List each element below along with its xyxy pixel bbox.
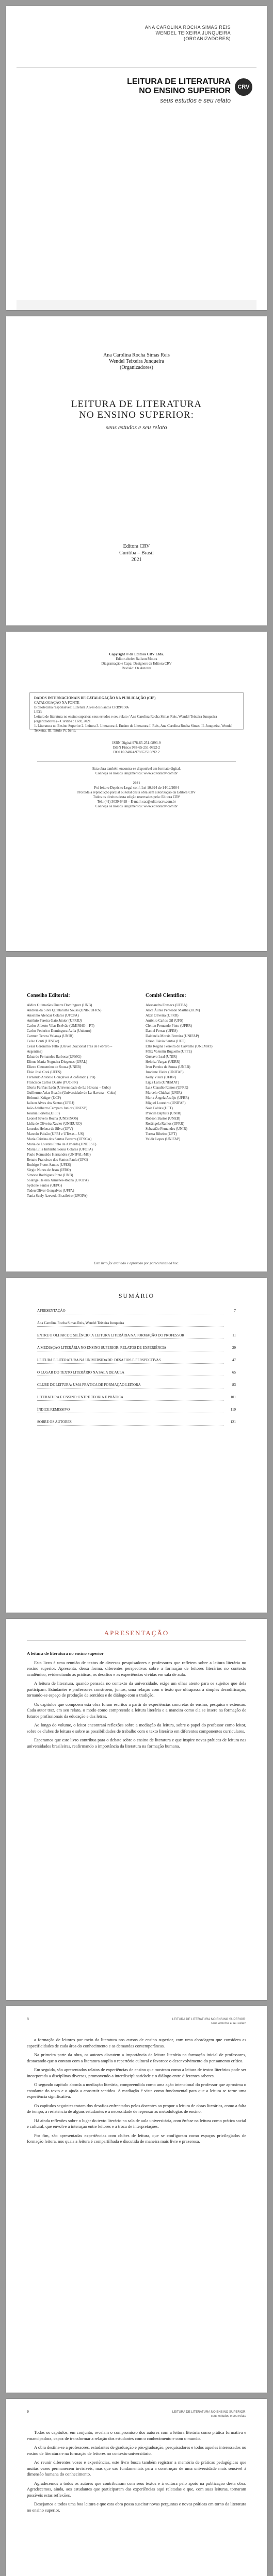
committee-member: Félix Valentín Bugueño (UFPE): [146, 1049, 192, 1054]
council-member: Carmen Tereza Velanga (UNIR): [27, 1034, 74, 1038]
rights-block: Esta obra também encontra-se disponível em formato digital. Conheça os nossos lançamentos: www.editoracrv.com.br: [92, 767, 181, 775]
council-member: Carlos Alberto Vilar Estêvão (UMINHO – PT): [27, 1024, 94, 1028]
summary-item-title: LITERATURA E ENSINO: ENTRE TEORIA E PRÁTICA: [37, 1395, 223, 1401]
summary-item-title: Ana Carolina Rocha Simas Reis, Wendel Teixeira Junqueira: [37, 1321, 223, 1327]
council-member: Rodrigo Pratte-Santos (UFES): [27, 1163, 71, 1167]
summary-item: [37, 1309, 236, 1314]
council-member: Eduardo Fernandes Barbosa (UFMG): [27, 1055, 82, 1059]
summary-item-page: 101: [230, 1395, 236, 1399]
paragraph: Os capítulos que compõem esta obra foram escritos a partir de experiências concretas de ensino, pesquisa e extensão. Cada autor traz, em seu relato, o modo como compreende a leitura literária e a maneira como ela se insere na formação de futuros profissionais da educação e das letras.: [27, 1701, 246, 1719]
council-member: Paulo Romualdo Hernandes (UNIFAL-MG): [27, 1153, 91, 1157]
paragraph: Os capítulos seguintes tratam dos desafios enfrentados pelos docentes ao propor a leitura de obras literárias, como a falta de tempo, a resistência de alguns estudantes e a necessidade de repensar as metodologias de ensino.: [27, 2103, 246, 2114]
council-member: Tadeu Oliver Gonçalves (UFPA): [27, 1189, 74, 1193]
committee-member: Daniel Ferraz (UFES): [146, 1029, 178, 1033]
summary-item-page: 29: [232, 1346, 236, 1350]
committee-member: Teresa Ribeiro (UFT): [146, 1132, 177, 1136]
summary-item-page: 119: [230, 1408, 236, 1412]
committee-member: Marcelo Chiabai (UNIR): [146, 1091, 182, 1095]
cover-subtitle: seus estudos e seu relato: [160, 97, 231, 104]
council-member: Maria Lília Imbiriba Sousa Colares (UFOPA): [27, 1147, 93, 1151]
body-page: [6, 2399, 267, 2576]
paragraph: A leitura de literatura, quando pensada no contexto da universidade, exige um olhar atento para os sujeitos que dela participam. Estudantes e professores constroem, juntos, uma relação com o texto que ultrapassa a simples decodificação, tornando-se espaço de produção de sentidos e de diálogo com a tradição.: [27, 1681, 246, 1698]
council-member: Maria de Lourdes Pinto de Almeida (UNOESC): [27, 1142, 97, 1146]
paragraph: Em seguida, são apresentados relatos de experiências de ensino que mostram como a leitura de textos literários pode ser incorporada a disciplinas diversas, promovendo a interdisciplinaridade e o diálogo entre diferentes saberes.: [27, 2067, 246, 2078]
council-member: Aldira Guimarães Duarte Domínguez (UNB): [27, 1003, 92, 1007]
summary-item-title: SOBRE OS AUTORES: [37, 1420, 223, 1426]
committee-member: Maria Ângela Araújo (UFRR): [146, 1096, 189, 1100]
summary-item-title: ENTRE O OLHAR E O SILÊNCIO: A LEITURA LITERÁRIA NA FORMAÇÃO DO PROFESSOR: [37, 1333, 223, 1339]
summary-item-title: APRESENTAÇÃO: [37, 1309, 223, 1314]
title-page-title: LEITURA DE LITERATURA NO ENSINO SUPERIOR:: [71, 399, 202, 420]
council-member: Solange Helena Ximenes-Rocha (UFOPA): [27, 1178, 89, 1182]
summary-item: [37, 1420, 236, 1426]
council-member: Celso Conti (UFSCar): [27, 1039, 59, 1043]
review-note: Este livro foi avaliado e aprovado por pareceristas ad hoc.: [93, 1261, 180, 1265]
summary-item: [37, 1321, 236, 1327]
summary-item-page: 65: [232, 1370, 236, 1375]
paragraph: Esperamos que este livro contribua para o debate sobre o ensino de literatura e que inspire novas práticas de leitura nas universidades brasileiras, reafirmando a importância da literatura na formação humana.: [27, 1737, 246, 1749]
committee-member: Dalcinéia Morais Ferreira (UNIFAP): [146, 1034, 199, 1038]
paragraph: Todos os capítulos, em conjunto, revelam o compromisso dos autores com a leitura literária como prática formativa e emancipadora, capaz de transformar a relação dos estudantes com o conhecimento e com o mundo.: [27, 2430, 246, 2441]
committee-member: Sebastião Fernandes (UNIR): [146, 1127, 187, 1131]
council-member: Elizeu Clementino de Souza (UNEB): [27, 1065, 81, 1069]
paragraph: O segundo capítulo aborda a mediação literária, compreendida como uma ação intencional do professor que aproxima o estudante do texto e o ajuda a construir sentidos. A mediação é vista como fundamental para que a leitura se torne uma experiência significativa.: [27, 2082, 246, 2099]
summary-item-title: ÍNDICE REMISSIVO: [37, 1408, 223, 1413]
committee-member: Edson Flávio Santos (UFT): [146, 1039, 186, 1043]
committee-member: Miguel Loureiro (UNIFAP): [146, 1101, 186, 1105]
committee-member: Lígia Lara (UNEMAT): [146, 1080, 179, 1084]
council-member: João Adalberto Campato Junior (UNESP): [27, 1106, 88, 1110]
committee-member: Jusciane Vieira (UNIFAP): [146, 1070, 184, 1074]
council-member: Sydione Santos (UEPG): [27, 1183, 62, 1188]
paragraph: Desejamos a todos uma boa leitura e que esta obra possa suscitar novas perguntas e novas práticas em torno da literatura no ensino superior.: [27, 2501, 246, 2513]
summary-item: [37, 1333, 236, 1339]
council-member: Élsio José Corá (UFFS): [27, 1070, 61, 1074]
legal-deposit-block: 2021 Foi feito o Depósito Legal conf. Lei 10.994 de 14/12/2004 Proibida a reprodução parcial ou total desta obra sem autorização da Editora CRV Todos os direitos desta edição reservados pela: Editora CRV Tel.: (41) 3039-6418 – E-mail: sac@editoracrv.com.br Conheça os nossos lançamentos: www.editoracrv.com.br: [77, 781, 196, 808]
summary-item: [37, 1346, 236, 1351]
summary-item-page: 7: [234, 1309, 236, 1313]
paragraph: Por fim, são apresentadas experiências com clubes de leitura, que se configuram como espaços privilegiados de formação leitora, nos quais a leitura é compartilhada e discutida de maneira mais livre e prazerosa.: [27, 2132, 246, 2144]
summary-item-title: LEITURA E LITERATURA NA UNIVERSIDADE: DESAFIOS E PERSPECTIVAS: [37, 1358, 223, 1364]
body-text: [27, 2430, 246, 2516]
council-member: Marcelo Paixão (UFRJ e UTexas – US): [27, 1132, 84, 1136]
council-member: Leonel Severo Rocha (UNISINOS): [27, 1116, 78, 1121]
cover-title: LEITURA DE LITERATURA NO ENSINO SUPERIOR: [127, 77, 231, 95]
summary-item: [37, 1395, 236, 1401]
councils-page: [6, 957, 267, 1272]
paragraph: Ao reunir diferentes vozes e experiências, este livro busca também registrar a memória de práticas pedagógicas que muitas vezes permanecem invisíveis, mas que são fundamentais para a construção de uma universidade mais sensível à dimensão humana do conhecimento.: [27, 2460, 246, 2477]
paragraph: Esta livro é uma reunião de textos de diversos pesquisadores e professores que refletem sobre a leitura literária no ensino superior. Apresenta, dessa forma, diferentes perspectivas sobre a formação de leitores literários no contexto acadêmico, evidenciando as práticas, os desafios e as experiências vividas em sala de aula.: [27, 1659, 246, 1677]
council-member: Carlos Federico Dominguez Avila (Unieuro): [27, 1029, 91, 1033]
presentation-body: [27, 1651, 246, 1752]
summary-title: SUMÁRIO: [118, 1292, 155, 1299]
council-member: Cesar Gerónimo Tello (Univer .Nacional Três de Febrero – Argentina): [27, 1044, 113, 1054]
scientific-committee: Comitê Científico: Alessandra Fonseca (UFBA) Alice Áurea Penteado Martha (UEM) Alzir Oliveira (UFRR) Antônio Carlos Gil (UFS) Cleiton Fernando Pinto (UFRR) Daniel Ferraz (UFES) Dalcinéia Morais Ferreira (UNIFAP) Edson Flávio Santos (UFT) Ellis Regina Ferreira de Carvalho (UNEMAT) Félix Valentín Bugueño (UFPE) Gustavo Leal (UNIR) Heloísa Vargas (UERR) Ivan Pereira de Souza (UNEB) Jusciane Vieira (UNIFAP) Kelly Vieira (UFRR) Lígia Lara (UNEMAT) Luiz Claudio Ramos (UFRR) Marcelo Chiabai (UNIR) Maria Ângela Araújo (UFRR) Miguel Loureiro (UNIFAP) Nair Caldas (UFT) Priscila Baptista (UNIR) Robson Bastos (UNEB) Rosângela Ramos (UFRR) Sebastião Fernandes (UNIR) Teresa Ribeiro (UFT) Valdir Lopes (UNIFAP): [146, 993, 244, 1142]
title-page-authors: Ana Carolina Rocha Simas Reis Wendel Teixeira Junqueira (Organizadores): [103, 352, 170, 370]
council-member: Josania Portela (UFPI): [27, 1111, 60, 1115]
committee-member: Luiz Claudio Ramos (UFRR): [146, 1086, 188, 1090]
committee-member: Valdir Lopes (UNIFAP): [146, 1137, 181, 1141]
summary-item-title: O LUGAR DO TEXTO LITERÁRIO NA SALA DE AULA: [37, 1370, 223, 1376]
summary-item: [37, 1358, 236, 1364]
council-member: Andréia da Silva Quintanilha Sousa (UNIR/UFRN): [27, 1008, 102, 1012]
council-member: Helmuth Krüger (UCP): [27, 1096, 61, 1100]
summary-item-title: CLUBE DE LEITURA: UMA PRÁTICA DE FORMAÇÃO LEITORA: [37, 1383, 223, 1388]
title-page-subtitle: seus estudos e seu relato: [106, 423, 167, 431]
committee-member: Alzir Oliveira (UFRR): [146, 1013, 179, 1018]
council-member: Guillermo Arias Beatón (Universidade de La Havana – Cuba): [27, 1091, 117, 1095]
council-member: Fernando Antônio Gonçalves Alcoforado (IPB): [27, 1075, 95, 1079]
council-member: Maria Cristina dos Santos Bezerra (UFSCar): [27, 1137, 92, 1141]
summary-item-page: 83: [232, 1383, 236, 1387]
committee-member: Alice Áurea Penteado Martha (UEM): [146, 1008, 200, 1012]
presentation-page: [6, 1619, 267, 2000]
paragraph: Ao longo do volume, o leitor encontrará reflexões sobre a mediação da leitura, sobre o papel do professor como leitor, sobre os clubes de leitura e sobre as possibilidades de trabalho com o texto literário em diferentes componentes curriculares.: [27, 1722, 246, 1734]
chapter-divider: [27, 1640, 246, 1641]
cover-page: [6, 6, 267, 310]
cover-bottom-band: [17, 300, 256, 310]
summary-item-page: 11: [232, 1333, 236, 1337]
summary-item: [37, 1383, 236, 1388]
summary-item: [37, 1408, 236, 1413]
council-member: Lourdes Helena da Silva (UFV): [27, 1127, 73, 1131]
council-member: Antônio Pereira Gaio Júnior (UFRRJ): [27, 1019, 82, 1023]
committee-member: Priscila Baptista (UNIR): [146, 1111, 182, 1115]
committee-member: Ivan Pereira de Souza (UNEB): [146, 1065, 190, 1069]
section-heading: A leitura de literatura no ensino superior: [27, 1651, 104, 1656]
committee-member: Robson Bastos (UNEB): [146, 1116, 181, 1121]
council-member: Renato Francisco dos Santos Paula (UFG): [27, 1158, 88, 1162]
summary-page: [6, 1278, 267, 1613]
summary-item: [37, 1370, 236, 1376]
council-member: Simone Rodrigues Pinto (UNB): [27, 1173, 73, 1177]
running-head: LEITURA DE LITERATURA NO ENSINO SUPERIOR: seus estudos e seu relato: [172, 2018, 246, 2025]
chapter-title: APRESENTAÇÃO: [104, 1629, 169, 1637]
paragraph: Na primeira parte da obra, os autores discutem a importância da leitura literária na formação inicial de professores, destacando que o contato com a literatura amplia o repertório cultural e favorece o desenvolvimento do pensamento crítico.: [27, 2052, 246, 2063]
editorial-council: Conselho Editorial: Aldira Guimarães Duarte Domínguez (UNB) Andréia da Silva Quintanilha Sousa (UNIR/UFRN) Anselmo Alencar Colares (UFOPA) Antônio Pereira Gaio Júnior (UFRRJ) Carlos Alberto Vilar Estêvão (UMINHO – PT) Carlos Federico Dominguez Avila (Unieuro) Carmen Tereza Velanga (UNIR) Celso Conti (UFSCar) Cesar Gerónimo Tello (Univer .Nacional Três de Febrero – Argentina) Eduardo Fernandes Barbosa (UFMG) Elione Maria Nogueira Diogenes (UFAL) Elizeu Clementino de Souza (UNEB) Élsio José Corá (UFFS) Fernando Antônio Gonçalves Alcoforado (IPB) Francisco Carlos Duarte (PUC-PR) Gloria Fariñas León (Universidade de La Havana – Cuba) Guillermo Arias Beatón (Universidade de La Havana – Cuba) Helmuth Krüger (UCP) Jailson Alves dos Santos (UFRJ) João Adalberto Campato Junior (UNESP) Josania Portela (UFPI) Leonel Severo Rocha (UNISINOS) Lídia de Oliveira Xavier (UNIEURO) Lourdes Helena da Silva (UFV) Marcelo Paixão (UFRJ e UTexas – US) Maria Cristina dos Santos Bezerra (UFSCar) Maria de Lourdes Pinto de Almeida (UNOESC) Maria Lília Imbiriba Sousa Colares (UFOPA) Paulo Romualdo Hernandes (UNIFAL-MG) Renato Francisco dos Santos Paula (UFG) Rodrigo Pratte-Santos (UFES) Sérgio Nunes de Jesus (IFRO) Simone Rodrigues Pinto (UNB) Solange Helena Ximenes-Rocha (UFOPA) Sydione Santos (UEPG) Tadeu Oliver Gonçalves (UFPA) Tania Suely Azevedo Brasileiro (UFOPA): [27, 993, 125, 1198]
body-page: [6, 2006, 267, 2393]
committee-member: Rosângela Ramos (UFRR): [146, 1122, 185, 1126]
publisher-logo-icon: CRV: [235, 78, 252, 96]
summary-item-page: 121: [230, 1420, 236, 1424]
council-member: Sérgio Nunes de Jesus (IFRO): [27, 1168, 71, 1172]
committee-member: Kelly Vieira (UFRR): [146, 1075, 176, 1079]
summary-list: [37, 1309, 236, 1432]
paragraph: a formação de leitores por meio da literatura nos cursos de ensino superior, com uma abordagem que considera as especificidades de cada área do conhecimento e as demandas contemporâneas.: [27, 2037, 246, 2048]
summary-item-page: [223, 1321, 236, 1327]
copyright-block: Copyright © da Editora CRV Ltda. Editor-chefe: Railson Moura Diagramação e Capa: Designers da Editora CRV Revisão: Os Autores: [101, 652, 172, 670]
council-member: Gloria Fariñas León (Universidade de La Havana – Cuba): [27, 1086, 111, 1090]
cover-authors: ANA CAROLINA ROCHA SIMAS REIS WENDEL TEIXEIRA JUNQUEIRA (ORGANIZADORES): [144, 25, 231, 41]
council-member: Anselmo Alencar Colares (UFOPA): [27, 1013, 79, 1018]
paragraph: Agradecemos a todos os autores que contribuíram com seus textos e à editora pelo apoio na publicação desta obra. Agradecemos, ainda, aos estudantes que participaram das experiências aqui relatadas e que, com suas leituras, tornaram possíveis estas reflexões.: [27, 2480, 246, 2498]
council-member: Elione Maria Nogueira Diogenes (UFAL): [27, 1060, 87, 1064]
council-member: Lídia de Oliveira Xavier (UNIEURO): [27, 1122, 82, 1126]
summary-item-page: 47: [232, 1358, 236, 1362]
credits-divider: [37, 761, 236, 762]
page-number: 9: [27, 2410, 29, 2414]
committee-member: Cleiton Fernando Pinto (UFRR): [146, 1024, 192, 1028]
committee-member: Alessandra Fonseca (UFBA): [146, 1003, 187, 1007]
title-page-publisher: Editora CRV Curitiba – Brasil 2021: [119, 544, 154, 563]
page-number: 8: [27, 2018, 29, 2021]
council-member: Jailson Alves dos Santos (UFRJ): [27, 1101, 74, 1105]
running-head: LEITURA DE LITERATURA NO ENSINO SUPERIOR: seus estudos e seu relato: [172, 2411, 246, 2418]
cip-box: DADOS INTERNACIONAIS DE CATALOGAÇÃO NA PUBLICAÇÃO (CIP) CATALOGAÇÃO NA FONTE Bibliotecária responsável: Luzenira Alves dos Santos CRB9/1506 L533 Leitura de literatura no ensino superior: seus estudos e seu relato / Ana Carolina Rocha Simas Reis, Wendel Teixeira Junqueira (organizadores) – Curitiba : CRV, 2021. 1. Literatura no Ensino Superior 2. Leitura 3. Literatura 4. Ensino de Literatura I. Reis, Ana Carolina Rocha Simas. II. Junqueira, Wendel Teixeira. III. Título IV. Série.: [29, 692, 244, 730]
summary-item-title: A MEDIAÇÃO LITERÁRIA NO ENSINO SUPERIOR: RELATOS DE EXPERIÊNCIA: [37, 1346, 223, 1351]
paragraph: A obra destina-se a professores, estudantes de graduação e pós-graduação, pesquisadores e todos aqueles interessados no ensino de literatura e na formação de leitores no contexto universitário.: [27, 2445, 246, 2456]
paragraph: Há ainda reflexões sobre o lugar do texto literário na sala de aula universitária, com ênfase na leitura como prática social e cultural, que envolve a interação entre leitores e a troca de interpretações.: [27, 2117, 246, 2129]
council-member: Francisco Carlos Duarte (PUC-PR): [27, 1080, 78, 1084]
committee-member: Gustavo Leal (UNIR): [146, 1055, 178, 1059]
committee-member: Ellis Regina Ferreira de Carvalho (UNEMAT): [146, 1044, 213, 1048]
title-page: [6, 316, 267, 625]
committee-member: Nair Caldas (UFT): [146, 1106, 173, 1110]
body-text: [27, 2037, 246, 2148]
committee-member: Antônio Carlos Gil (UFS): [146, 1019, 183, 1023]
credits-page: [6, 632, 267, 951]
isbn-block: ISBN Digital 978-65-251-0893-9 ISBN Físico 978-65-251-0892-2 DOI 10.24824/978652510892.2: [112, 741, 161, 754]
council-member: Tania Suely Azevedo Brasileiro (UFOPA): [27, 1194, 88, 1198]
committee-member: Heloísa Vargas (UERR): [146, 1060, 181, 1064]
